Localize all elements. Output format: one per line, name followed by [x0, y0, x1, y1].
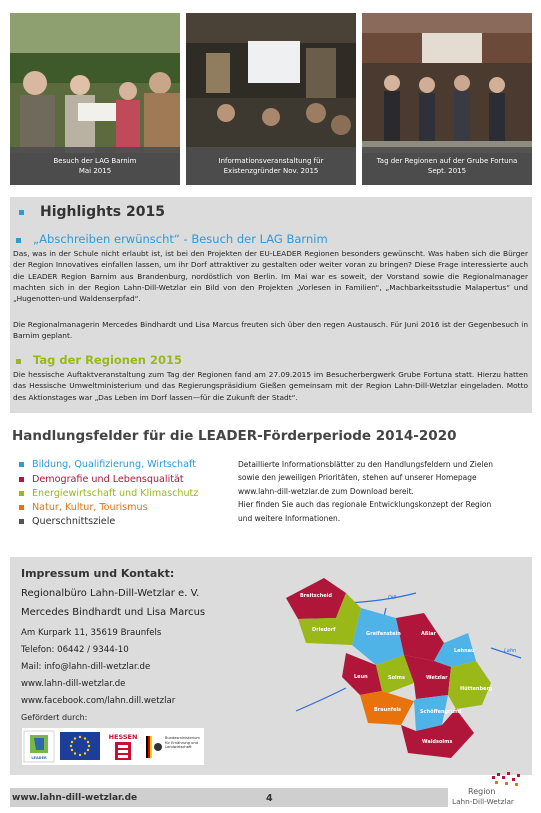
field-label: Energiewirtschaft und Klimaschutz [32, 488, 199, 499]
logo-hessen-text: HESSEN [108, 733, 138, 741]
caption-line: Mai 2015 [78, 167, 112, 175]
note-line: Detaillierte Informationsblätter zu den Handlungsfeldern und Zielen [238, 460, 493, 469]
region-logo-line1: Region [468, 787, 496, 796]
logo-leader-text: LEADER [31, 756, 47, 760]
impressum-mail[interactable]: Mail: info@lahn-dill-wetzlar.de [21, 662, 151, 672]
section1-text: Das, was in der Schule nicht erlaubt ist, ist bei den Projekten der EU-LEADER Regionen besonders gewünscht. Was haben sich die Bürger der Region Innovatives einfallen lassen, um ihr Dorf attraktiver zu gestalten oder weiter voran zu bringen? Diese Frage interessierte auch die LEADER Region Barnim aus Brandenburg, nordöstlich von Berlin. Im Mai war es soweit, der Vorstand sowie die Regionalmanager machten sich in der Region Lahn-Dill-Wetzlar ein Bild von den Projekten „Vorlesen in Familien“, „Machbarkeitsstudie Malapertus“ und „Hugenotten-und Waldenserpfad“. [13, 249, 528, 304]
impressum-phone: Telefon: 06442 / 9344-10 [21, 645, 129, 655]
map-label: Leun [354, 674, 368, 680]
map-label: Hüttenberg [460, 686, 493, 692]
photo-caption [186, 147, 356, 185]
field-item [19, 488, 198, 500]
impressum-facebook[interactable]: www.facebook.com/lahn.dill.wetzlar [21, 696, 176, 706]
field-item [19, 474, 184, 486]
section1-title: „Abschreiben erwünscht“ - Besuch der LAG Barnim [33, 232, 328, 246]
caption-line: Tag der Regionen auf der Grube Fortuna [376, 157, 518, 165]
impressum-funded: Gefördert durch: [21, 713, 88, 722]
photo-info-event [186, 13, 356, 185]
note-line: www.lahn-dill-wetzlar.de zum Download bereit. [238, 486, 414, 496]
map-label: Wetzlar [426, 675, 448, 681]
fields-title: Handlungsfelder für die LEADER-Förderperiode 2014-2020 [12, 428, 457, 444]
field-bullet [19, 519, 24, 524]
field-item [19, 516, 115, 528]
section2-bullet [16, 359, 21, 364]
river-label-lahn: Lahn [504, 648, 517, 654]
field-bullet [19, 491, 24, 496]
impressum-names: Mercedes Bindhardt und Lisa Marcus [21, 607, 206, 618]
photo-lag-barnim-image [10, 13, 180, 153]
footer-url[interactable]: www.lahn-dill-wetzlar.de [12, 793, 138, 803]
field-label: Querschnittsziele [32, 516, 116, 527]
map-label: Braunfels [374, 707, 402, 713]
field-label: Bildung, Qualifizierung, Wirtschaft [32, 459, 196, 470]
caption-line: Informationsveranstaltung für [218, 157, 324, 165]
caption-line: Sept. 2015 [427, 167, 467, 175]
section1-bullet [16, 238, 21, 243]
impressum-address: Am Kurpark 11, 35619 Braunfels [21, 628, 162, 638]
photo-tag-der-regionen-image [362, 13, 532, 153]
map-label: Solms [388, 675, 405, 681]
map-label: Aßlar [421, 631, 437, 637]
impressum-org: Regionalbüro Lahn-Dill-Wetzlar e. V. [21, 588, 200, 599]
fields-note [238, 458, 538, 525]
map-label: Greifenstein [366, 631, 401, 637]
impressum-web[interactable]: www.lahn-dill-wetzlar.de [21, 679, 126, 689]
impressum-title: Impressum und Kontakt: [21, 567, 175, 580]
photo-caption [362, 147, 532, 185]
photo-tag-der-regionen [362, 13, 532, 185]
region-logo-line2: Lahn-Dill-Wetzlar [452, 797, 514, 806]
region-huettenberg [448, 661, 491, 709]
logo-bmel-text: Bundesministerium für Ernährung und Landwirtschaft [165, 736, 200, 750]
river-label-dill: Dill [388, 595, 397, 601]
photo-info-event-image [186, 13, 356, 153]
map-label: Lahnau [454, 648, 475, 654]
field-item [19, 459, 196, 471]
note-line: sowie den jeweiligen Prioritäten, stehen auf unserer Homepage [238, 473, 477, 483]
field-label: Demografie und Lebensqualität [32, 474, 184, 485]
highlights-title: Highlights 2015 [40, 204, 165, 220]
funding-logos [22, 728, 204, 765]
photo-lag-barnim [10, 13, 180, 185]
note-line: und weitere Informationen. [238, 513, 341, 523]
field-bullet [19, 477, 24, 482]
section2-text: Die hessische Auftaktveranstaltung zum Tag der Regionen fand am 27.09.2015 im Besucherbergwerk Grube Fortuna statt. Hierzu hatten das Hessische Umweltministerium und das Regierungspräsidium Gießen gemeinsam mit der Region Lahn-Dill-Wetzlar eingeladen. Motto des Aktionstages war „Das Leben im Dorf lassen—für die Zukunft der Stadt“. [13, 370, 528, 402]
page-number: 4 [266, 793, 273, 804]
field-bullet [19, 505, 24, 510]
field-item [19, 502, 148, 514]
photo-caption [10, 147, 180, 185]
map-label: Driedorf [312, 627, 336, 633]
field-label: Natur, Kultur, Tourismus [32, 502, 148, 513]
map-label: Schöffengrund [420, 709, 462, 715]
caption-line: Besuch der LAG Barnim [53, 157, 137, 165]
section2-title: Tag der Regionen 2015 [33, 353, 182, 367]
note-line: Hier finden Sie auch das regionale Entwicklungskonzept der Region [238, 500, 492, 510]
field-bullet [19, 462, 24, 467]
caption-line: Existenzgründer Nov. 2015 [223, 167, 319, 175]
map-label: Breitscheid [300, 593, 332, 599]
map-label: Waldsolms [422, 739, 453, 745]
region-map [276, 573, 526, 763]
highlights-bullet [19, 210, 24, 215]
section1-text2: Die Regionalmanagerin Mercedes Bindhardt und Lisa Marcus freuten sich über den regen Austausch. Für Juni 2016 ist der Gegenbesuch in Barnim geplant. [13, 320, 528, 341]
